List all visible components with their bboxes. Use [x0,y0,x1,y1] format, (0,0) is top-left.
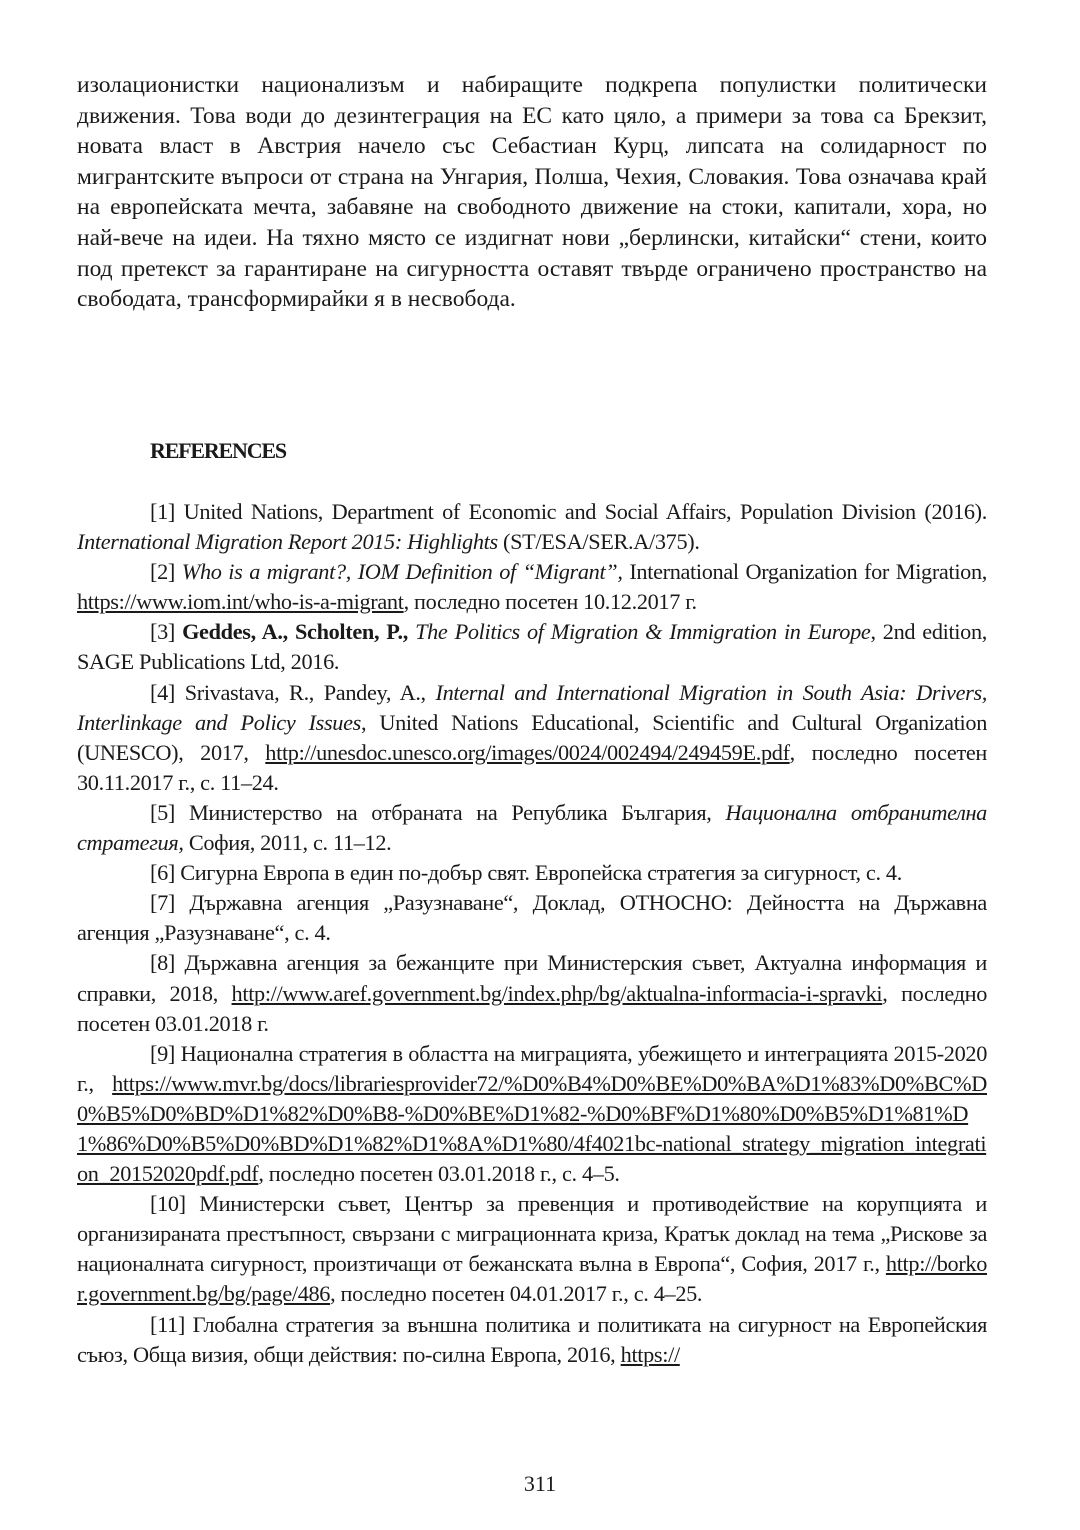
references-heading: REFERENCES [150,438,286,463]
reference-item: [10] Министерски съвет, Център за превенция и противодействие на корупцията и организираната престъпност, свързани с миграционната криза, Кратък доклад на тема „Рискове за националната сигурност, произтичащи от бежанската вълна в Европа“, София, 2017 г., http://borkor.government.bg/bg/page/486, последно посетен 04.01.2017 г., с. 4–25. [77,1191,987,1307]
reference-item: [2] Who is a migrant?, IOM Definition of “Migrant”, International Organization for Migration, https://www.iom.int/who-is-a-migrant, последно посетен 10.12.2017 г. [77,559,987,615]
reference-link[interactable]: http://unesdoc.unesco.org/images/0024/002494/249459E.pdf [265,739,790,765]
reference-link[interactable]: https://www.mvr.bg/docs/librariesprovider72/%D0%B4%D0%BE%D0%BA%D1%83%D0%BC%D0%B5%D0%BD%D1%82%D0%B8-%D0%BE%D1%82-%D0%BF%D1%80%D0%B5%D1%81%D1%86%D0%B5%D0%BD%D1%82%D1%8A%D1%80/4f4021bc-national_strategy_migration_integration_20152020pdf.pdf [77,1070,987,1187]
reference-item: [5] Министерство на отбраната на Република България, Национална отбранителна стратегия, София, 2011, с. 11–12. [77,799,987,856]
reference-item: [3] Geddes, A., Scholten, P., The Politics of Migration & Immigration in Europe, 2nd edition, SAGE Publications Ltd, 2016. [77,619,987,675]
reference-link[interactable]: https://www.iom.int/who-is-a-migrant [77,589,404,615]
page-content [77,70,988,1367]
reference-link[interactable]: http://borkor.government.bg/bg/page/486 [77,1251,987,1307]
page-number: 311 [523,1471,557,1496]
reference-item: [7] Държавна агенция „Разузнаване“, Доклад, ОТНОСНО: Дейността на Държавна агенция „Разузнаване“, с. 4. [77,890,987,946]
reference-item: [4] Srivastava, R., Pandey, A., Internal and International Migration in South Asia: Drivers, Interlinkage and Policy Issues, United Nations Educational, Scientific and Cultural Organization (UNESCO), 2017, http://unesdoc.unesco.org/images/0024/002494/249459E.pdf, последно посетен 30.11.2017 г., с. 11–24. [77,679,987,795]
reference-item: [11] Глобална стратегия за външна политика и политиката на сигурност на Европейския съюз, Обща визия, общи действия: по-силна Европа, 2016, https:// [77,1311,987,1367]
references-list [77,497,987,1370]
body-paragraph: изолационистки национализъм и набиращите подкрепа популистки политически движения. Това води до дезинтеграция на ЕС като цяло, а примери за това са Брекзит, новата власт в Австрия начело със Себастиан Курц, липсата на солидарност по мигрантските въпроси от страна на Унгария, Полша, Чехия, Словакия. Това означава край на европейската мечта, забавяне на свободното движение на стоки, капитали, хора, но най-вече на идеи. На тяхно място се издигнат нови „берлински, китайски“ стени, които под претекст за гарантиране на сигурността оставят твърде ограничено пространство на свободата, трансформирайки я в несвобода. [77,72,987,313]
reference-item: [1] United Nations, Department of Economic and Social Affairs, Population Division (2016). International Migration Report 2015: Highlights (ST/ESA/SER.A/375). [77,499,987,555]
reference-item: [6] Сигурна Европа в един по-добър свят. Европейска стратегия за сигурност, с. 4. [150,860,902,886]
reference-item: [9] Национална стратегия в областта на миграцията, убежището и интеграцията 2015-2020 г., https://www.mvr.bg/docs/librariesprovider72/%D0%B4%D0%BE%D0%BA%D1%83%D0%BC%D0%B5%D0%BD%D1%82%D0%B8-%D0%BE%D1%82-%D0%BF%D1%80%D0%B5%D1%81%D1%86%D0%B5%D0%BD%D1%82%D1%8A%D1%80/4f4021bc-national_strategy_migration_integration_20152020pdf.pdf, последно посетен 03.01.2018 г., с. 4–5. [77,1040,988,1187]
reference-link[interactable]: http://www.aref.government.bg/index.php/bg/aktualna-informacia-i-spravki [231,980,883,1006]
reference-link[interactable]: https:// [620,1341,680,1367]
reference-item: [8] Държавна агенция за бежанците при Министерския съвет, Актуална информация и справки, 2018, http://www.aref.government.bg/index.php/bg/aktualna-informacia-i-spravki, последно посетен 03.01.2018 г. [77,950,987,1036]
